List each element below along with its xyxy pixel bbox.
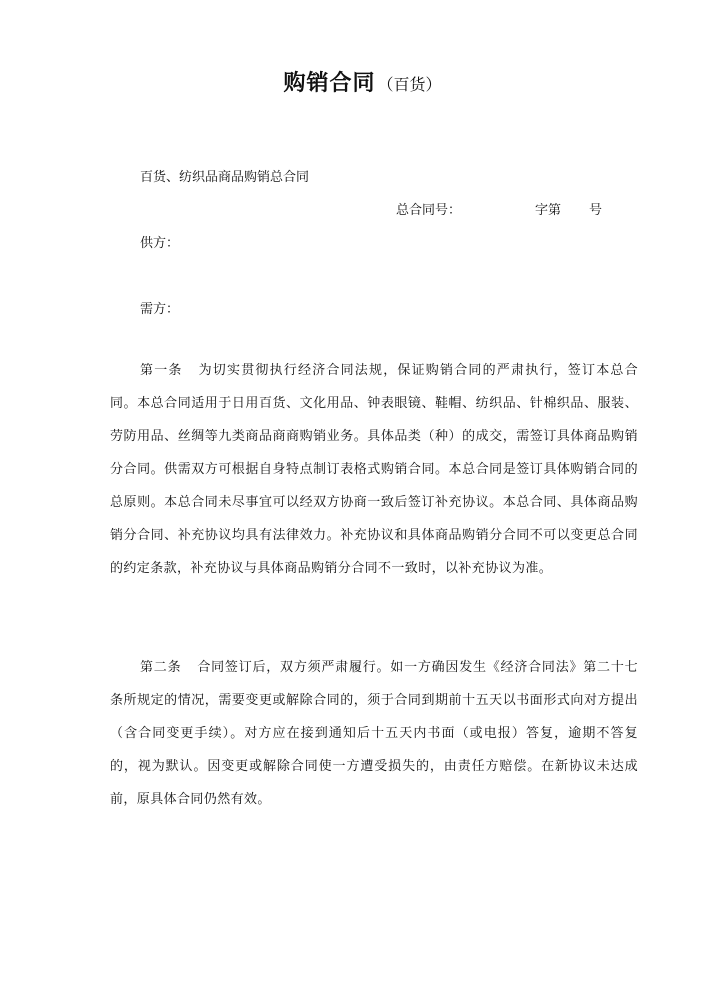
title-main: 购销合同 [283, 71, 376, 96]
article-1 [110, 354, 638, 585]
title-sub: （百货） [377, 75, 442, 94]
contract-number-line [396, 199, 602, 218]
document-title [0, 66, 725, 97]
contract-number-suffix: 号 [589, 203, 603, 218]
buyer-label: 需方： [140, 302, 180, 317]
article-1-number: 第一条 [140, 363, 183, 378]
contract-subtitle: 百货、纺织品商品购销总合同 [140, 170, 310, 185]
contract-number-label: 总合同号： [396, 203, 462, 218]
contract-number-word: 字第 [535, 203, 562, 218]
article-2-number: 第二条 [140, 660, 182, 675]
supplier-label: 供方： [140, 236, 180, 251]
article-2 [110, 651, 638, 816]
article-1-text: 为切实贯彻执行经济合同法规，保证购销合同的严肃执行，签订本总合同。本总合同适用于日用百货、文化用品、钟表眼镜、鞋帽、纺织品、针棉织品、服装、劳防用品、丝绸等九类商品商商购销业务。具体品类（种）的成交，需签订具体商品购销分合同。供需双方可根据自身特点制订表格式购销合同。本总合同是签订具体购销合同的总原则。本总合同未尽事宜可以经双方协商一致后签订补充协议。本总合同、具体商品购销分合同、补充协议均具有法律效力。补充协议和具体商品购销分合同不可以变更总合同的约定条款，补充协议与具体商品购销分合同不一致时，以补充协议为准。 [110, 363, 639, 576]
article-2-text: 合同签订后，双方须严肃履行。如一方确因发生《经济合同法》第二十七条所规定的情况，需要变更或解除合同的，须于合同到期前十五天以书面形式向对方提出（含合同变更手续）。对方应在接到通知后十五天内书面（或电报）答复，逾期不答复的，视为默认。因变更或解除合同使一方遭受损失的，由责任方赔偿。在新协议未达成前，原具体合同仍然有效。 [110, 660, 638, 807]
